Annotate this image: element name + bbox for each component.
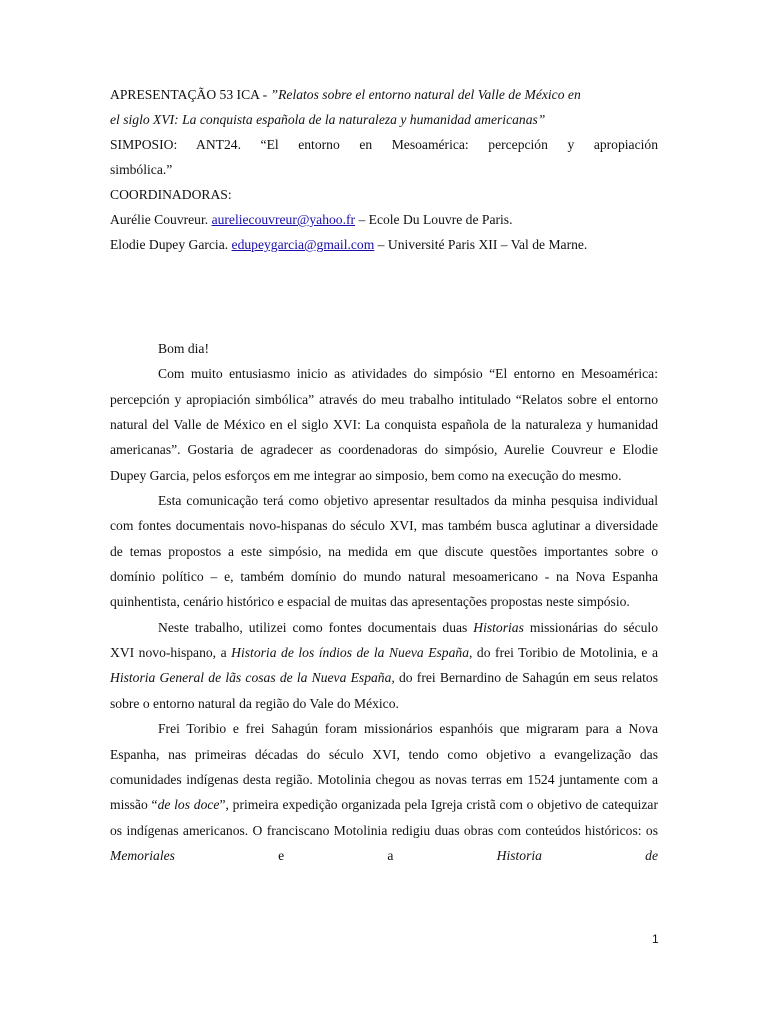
coordinator-1-affiliation: – Ecole Du Louvre de Paris. xyxy=(355,212,513,227)
coordinator-2-email-link[interactable]: edupeygarcia@gmail.com xyxy=(231,237,375,252)
paragraph-3-italic-2: Historia de los índios de la Nueva España xyxy=(231,645,469,661)
paragraph-3-text-4: do frei Bernardino de Sahagún em seus relatos sobre o entorno natural da região do Vale do México. xyxy=(110,670,658,711)
symposium-line-2: simbólica.” xyxy=(110,162,173,177)
symposium-line-1: SIMPOSIO: ANT24. “El entorno en Mesoamérica: percepción y apropiación xyxy=(110,137,658,152)
paragraph-3 xyxy=(110,615,658,716)
coordinator-2-affiliation: – Université Paris XII – Val de Marne. xyxy=(374,237,588,252)
paper-title-part-1: ”Relatos sobre el entorno natural del Valle de México en xyxy=(270,87,581,102)
coordinator-2-name: Elodie Dupey Garcia. xyxy=(110,237,232,252)
coordinators-heading: COORDINADORAS: xyxy=(110,187,232,202)
paragraph-3-italic-3: Historia General de lãs cosas de la Nueva España, xyxy=(110,670,395,686)
presentation-label: APRESENTAÇÃO 53 ICA - xyxy=(110,87,271,102)
paragraph-1: Com muito entusiasmo inicio as atividades do simpósio “El entorno en Mesoamérica: percepción y apropiación simbólica” através do meu trabalho intitulado “Relatos sobre el entorno natural del Valle de México en el siglo XVI: La conquista española de la naturaleza y humanidad americanas”. Gostaria de agradecer as coordenadoras do simpósio, Aurelie Couvreur e Elodie Dupey Garcia, pelos esforços em me integrar ao simposio, bem como na execução do mesmo. xyxy=(110,366,658,483)
greeting: Bom dia! xyxy=(158,341,209,356)
paragraph-3-text-1: Neste trabalho, utilizei como fontes documentais duas xyxy=(158,619,474,635)
document-body xyxy=(110,336,658,868)
coordinator-1-email-link[interactable]: aureliecouvreur@yahoo.fr xyxy=(211,212,356,227)
paragraph-4-text-3: e a xyxy=(174,847,497,863)
document-header xyxy=(110,82,658,257)
paragraph-4-text-1: Frei Toribio e frei Sahagún foram missionários espanhóis que migraram para a Nova Espanha, nas primeiras décadas do século XVI, tendo como objetivo a evangelização das comunidades indígenas desta região. Motolinia chegou as novas terras em 1524 juntamente com a missão “ xyxy=(110,721,658,813)
coordinator-1 xyxy=(110,207,658,232)
coordinator-1-name: Aurélie Couvreur. xyxy=(110,212,212,227)
coordinator-2 xyxy=(110,232,658,257)
page-number: 1 xyxy=(652,932,659,946)
paragraph-3-italic-1: Historias xyxy=(473,619,524,635)
paragraph-3-text-2: missionárias do século XVI novo-hispano, a xyxy=(110,619,658,661)
paragraph-2: Esta comunicação terá como objetivo apresentar resultados da minha pesquisa individual com fontes documentais novo-hispanas do século XVI, mas também busca aglutinar a diversidade de temas propostos a este simpósio, na medida em que discute questões importantes sobre o domínio político – e, também domínio do mundo natural mesoamericano - na Nova Espanha quinhentista, cenário histórico e espacial de muitas das apresentações propostas neste simpósio. xyxy=(110,493,658,610)
paragraph-4 xyxy=(110,716,658,868)
paragraph-4-italic-2: Memoriales xyxy=(110,847,175,863)
title-line-1 xyxy=(110,82,658,107)
paragraph-4-italic-1: de los doce xyxy=(157,797,220,813)
paragraph-4-text-2: ”, primeira expedição organizada pela Igreja cristã com o objetivo de catequizar os indígenas americanos. O franciscano Motolinia redigiu duas obras com conteúdos históricos: os xyxy=(110,797,658,838)
paper-title-part-2: el siglo XVI: La conquista española de la naturaleza y humanidad americanas” xyxy=(110,112,546,127)
paragraph-3-text-3: , do frei Toribio de Motolinia, e a xyxy=(469,645,659,661)
paragraph-4-italic-3: Historia de xyxy=(496,847,658,863)
